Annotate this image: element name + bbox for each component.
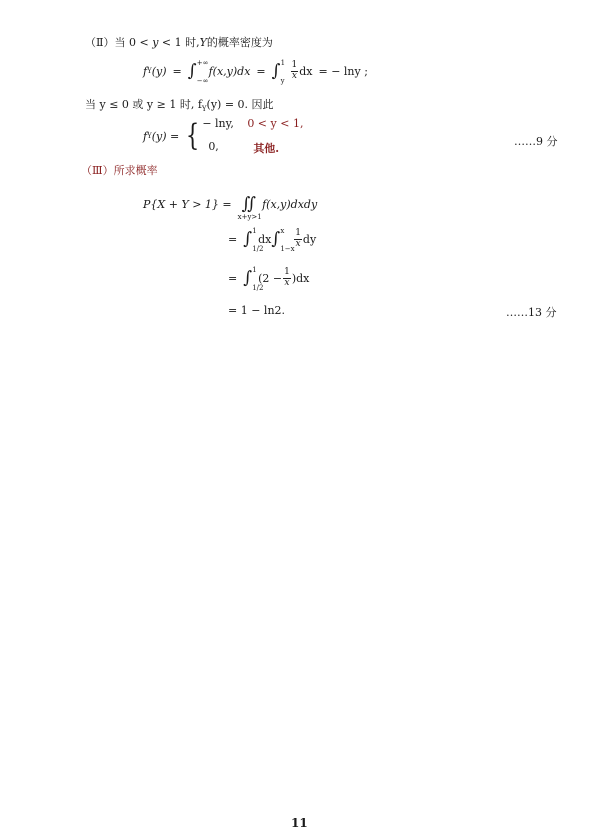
part2-label: （Ⅱ） [85,36,115,49]
integral-sign: ∫ x 1−x [271,226,295,253]
part2-intro: （Ⅱ）当 0 < y < 1 时,Y的概率密度为 [85,36,273,49]
fraction: $\frac{1}{x}$ [295,228,301,249]
part3-label: （Ⅲ）所求概率 [81,164,158,177]
page-number: 11 [291,816,308,830]
score-9: ……9 分 [514,135,558,148]
fraction: $\frac{1}{x}$ [291,60,298,81]
step-3: = ∫ 1 1/2 (2 − $\frac{1}{x}$ )dx [228,265,310,292]
integral-sign: ∫ +∞ −∞ [187,58,209,85]
integral-sign: ∫ 1 y [271,58,286,85]
step-2: = ∫ 1 1/2 dx ∫ x 1−x $\frac{1}{x}$ dy [228,226,317,253]
left-brace: { [186,118,200,153]
double-integral-sign: ∬ x+y>1 [237,193,262,221]
integral-sign: ∫ 1 1/2 [243,226,264,253]
else-line: 当 y ≤ 0 或 y ≥ 1 时, $f_Y(y) = 0$. 因此 [85,98,274,114]
integral-sign: ∫ 1 1/2 [243,265,264,292]
piecewise-function: f Y (y) = { − lny, 0 < y < 1, 0, 其他. [143,116,304,155]
step-4: = 1 − ln2. [228,304,286,317]
probability-equation: P{X + Y > 1} = ∬ x+y>1 f(x,y)dxdy [143,193,318,221]
density-equation: f Y (y) = ∫ +∞ −∞ f(x,y)dx = ∫ 1 y $\frac{1}{x}$ dx = − lny ; [143,58,368,85]
score-13: ……13 分 [506,306,557,319]
fraction: $\frac{1}{x}$ [284,267,290,288]
